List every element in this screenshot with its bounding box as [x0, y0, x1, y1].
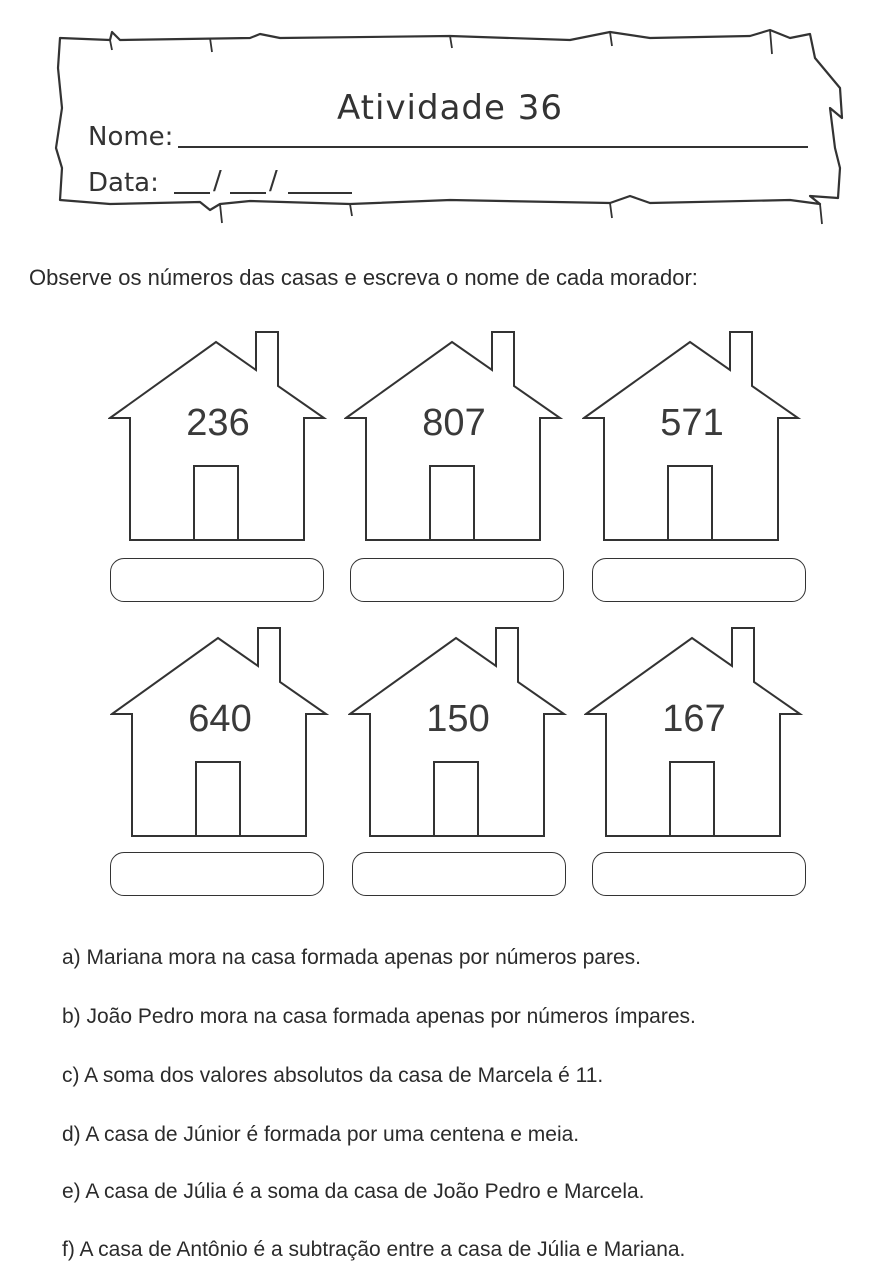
question-b: b) João Pedro mora na casa formada apenas por números ímpares.: [62, 1005, 696, 1028]
resident-name-box-3[interactable]: [592, 558, 806, 602]
instruction-text: Observe os números das casas e escreva o nome de cada morador:: [29, 265, 698, 290]
question-a: a) Mariana mora na casa formada apenas por números pares.: [62, 946, 641, 969]
header-banner: [50, 28, 850, 238]
house-5: [348, 626, 568, 838]
resident-name-box-1[interactable]: [110, 558, 324, 602]
house-3: [582, 330, 802, 542]
house-number: 640: [188, 698, 252, 740]
house-number: 571: [660, 402, 724, 444]
date-separator-1: /: [213, 166, 222, 196]
name-line[interactable]: [178, 146, 808, 148]
resident-name-box-4[interactable]: [110, 852, 324, 896]
name-label: Nome:: [88, 122, 174, 152]
date-day-line[interactable]: [174, 192, 210, 194]
house-number: 807: [422, 402, 486, 444]
house-4: [110, 626, 330, 838]
date-month-line[interactable]: [230, 192, 266, 194]
question-d: d) A casa de Júnior é formada por uma centena e meia.: [62, 1123, 580, 1146]
house-number: 150: [426, 698, 490, 740]
date-separator-2: /: [269, 166, 278, 196]
activity-title: Atividade 36: [337, 88, 563, 128]
house-1: [108, 330, 328, 542]
resident-name-box-2[interactable]: [350, 558, 564, 602]
house-2: [344, 330, 564, 542]
resident-name-box-5[interactable]: [352, 852, 566, 896]
question-e: e) A casa de Júlia é a soma da casa de João Pedro e Marcela.: [62, 1180, 645, 1203]
question-c: c) A soma dos valores absolutos da casa de Marcela é 11.: [62, 1064, 604, 1087]
house-number: 236: [186, 402, 250, 444]
question-f: f) A casa de Antônio é a subtração entre a casa de Júlia e Mariana.: [62, 1238, 686, 1261]
date-year-line[interactable]: [288, 192, 352, 194]
house-6: [584, 626, 804, 838]
resident-name-box-6[interactable]: [592, 852, 806, 896]
house-number: 167: [662, 698, 726, 740]
date-label: Data:: [88, 168, 159, 198]
